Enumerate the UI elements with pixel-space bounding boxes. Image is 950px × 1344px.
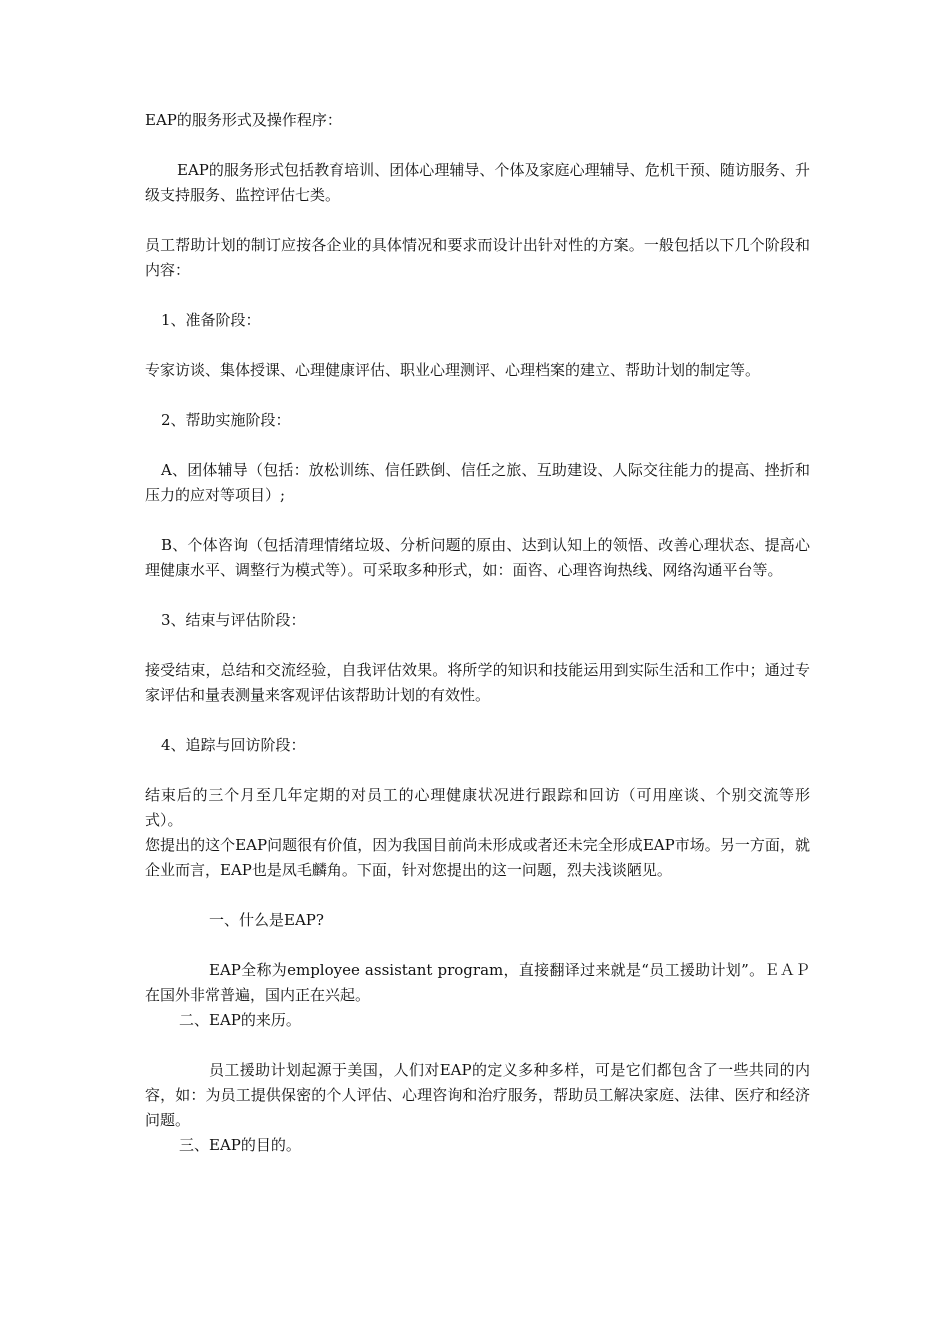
- stage-1-heading: 1、准备阶段：: [161, 311, 261, 329]
- stage-4-heading: 4、追踪与回访阶段：: [161, 736, 306, 754]
- stage-2-item-a: A、团体辅导（包括：放松训练、信任跌倒、信任之旅、互助建设、人际交往能力的提高、挫折和压力的应对等项目）;: [145, 461, 810, 504]
- paragraph-eap-value: 您提出的这个EAP问题很有价值，因为我国目前尚未形成或者还未完全形成EAP市场。另一方面，就企业而言，EAP也是凤毛麟角。下面，针对您提出的这一问题，烈夫浅谈陋见。: [145, 836, 810, 879]
- stage-4-content: 结束后的三个月至几年定期的对员工的心理健康状况进行跟踪和回访（可用座谈、个别交流等形式）。: [145, 786, 810, 829]
- paragraph-service-forms: EAP的服务形式包括教育培训、团体心理辅导、个体及家庭心理辅导、危机干预、随访服务、升级支持服务、监控评估七类。: [145, 161, 810, 204]
- paragraph-plan-intro: 员工帮助计划的制订应按各企业的具体情况和要求而设计出针对性的方案。一般包括以下几个阶段和内容：: [145, 236, 810, 279]
- section-2-heading: 二、EAP的来历。: [179, 1011, 301, 1029]
- stage-2-item-b: B、个体咨询（包括清理情绪垃圾、分析问题的原由、达到认知上的领悟、改善心理状态、提高心理健康水平、调整行为模式等）。可采取多种形式，如：面咨、心理咨询热线、网络沟通平台等。: [145, 536, 810, 579]
- section-1-content: EAP全称为employee assistant program，直接翻译过来就是“员工援助计划”。ＥＡＰ在国外非常普遍，国内正在兴起。: [145, 961, 810, 1004]
- stage-2-heading: 2、帮助实施阶段：: [161, 411, 291, 429]
- stage-1-content: 专家访谈、集体授课、心理健康评估、职业心理测评、心理档案的建立、帮助计划的制定等。: [145, 361, 761, 379]
- doc-title: EAP的服务形式及操作程序：: [145, 111, 342, 129]
- stage-3-heading: 3、结束与评估阶段：: [161, 611, 306, 629]
- section-3-heading: 三、EAP的目的。: [179, 1136, 301, 1154]
- stage-3-content: 接受结束，总结和交流经验，自我评估效果。将所学的知识和技能运用到实际生活和工作中；通过专家评估和量表测量来客观评估该帮助计划的有效性。: [145, 661, 810, 704]
- document-body: [145, 108, 810, 1158]
- section-1-heading: 一、什么是EAP?: [209, 911, 324, 929]
- section-2-content: 员工援助计划起源于美国，人们对EAP的定义多种多样，可是它们都包含了一些共同的内容，如：为员工提供保密的个人评估、心理咨询和治疗服务，帮助员工解决家庭、法律、医疗和经济问题。: [145, 1061, 810, 1129]
